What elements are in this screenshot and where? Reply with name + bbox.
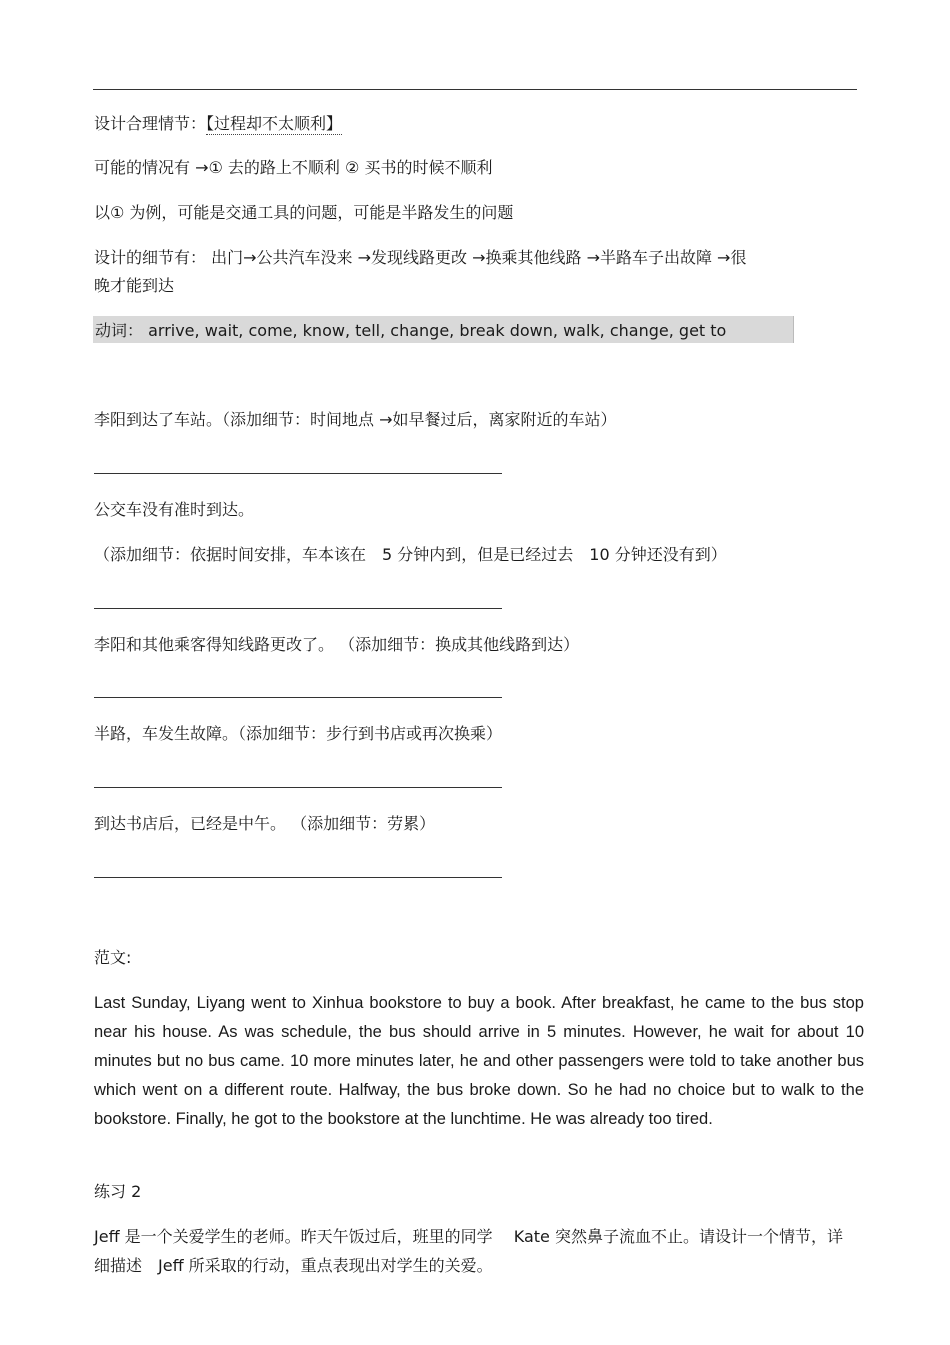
- answer-blank-5: [94, 877, 502, 878]
- prompt-arrive-noon: 到达书店后，已经是中午。 （添加细节：劳累）: [94, 814, 436, 833]
- possibilities-line: 可能的情况有 →① 去的路上不顺利 ② 买书的时候不顺利: [94, 158, 493, 177]
- exercise-label: 练习 2: [94, 1182, 142, 1201]
- details-line-2: 晚才能到达: [94, 276, 175, 295]
- prompt-breakdown: 半路，车发生故障。（添加细节：步行到书店或再次换乘）: [94, 724, 503, 743]
- answer-blank-3: [94, 697, 502, 698]
- exercise-text: Jeff 是一个关爱学生的老师。昨天午饭过后，班里的同学 Kate 突然鼻子流血不止。请设计一个情节，详细描述 Jeff 所采取的行动，重点表现出对学生的关爱。: [94, 1227, 843, 1275]
- prompt-route-changed: 李阳和其他乘客得知线路更改了。 （添加细节：换成其他线路到达）: [94, 635, 580, 654]
- verbs-text: 动词： arrive, wait, come, know, tell, change, break down, walk, change, get to: [95, 321, 727, 340]
- plot-design-highlight: 【过程却不太顺利】: [206, 114, 343, 133]
- details-line-1: 设计的细节有： 出门→公共汽车没来 →发现线路更改 →换乘其他线路 →半路车子出故障 →很: [94, 248, 747, 267]
- verbs-box: [93, 316, 794, 343]
- prompt-bus-late: 公交车没有准时到达。: [94, 500, 255, 519]
- example-line: 以① 为例，可能是交通工具的问题，可能是半路发生的问题: [94, 203, 514, 222]
- sample-essay-text: Last Sunday, Liyang went to Xinhua bookstore to buy a book. After breakfast, he came to the bus stop near his house. As was schedule, the bus should arrive in 5 minutes. However, he wait for about 10 minutes but no bus came. 10 more minutes later, he and other passengers were told to take another bus which went on a different route. Halfway, the bus broke down. So he had no choice but to walk to the bookstore. Finally, he got to the bookstore at the lunchtime. He was already too tired.: [94, 994, 864, 1128]
- header-rule: [93, 89, 857, 90]
- answer-blank-4: [94, 787, 502, 788]
- sample-essay-label: 范文:: [94, 948, 132, 967]
- plot-design-line: [94, 114, 342, 134]
- answer-blank-2: [94, 608, 502, 609]
- prompt-arrive-station: 李阳到达了车站。（添加细节：时间地点 →如早餐过后，离家附近的车站）: [94, 410, 617, 429]
- prompt-bus-late-detail: （添加细节：依据时间安排，车本该在 5 分钟内到，但是已经过去 10 分钟还没有到）: [94, 545, 727, 564]
- answer-blank-1: [94, 473, 502, 474]
- plot-design-label: 设计合理情节：: [94, 114, 207, 133]
